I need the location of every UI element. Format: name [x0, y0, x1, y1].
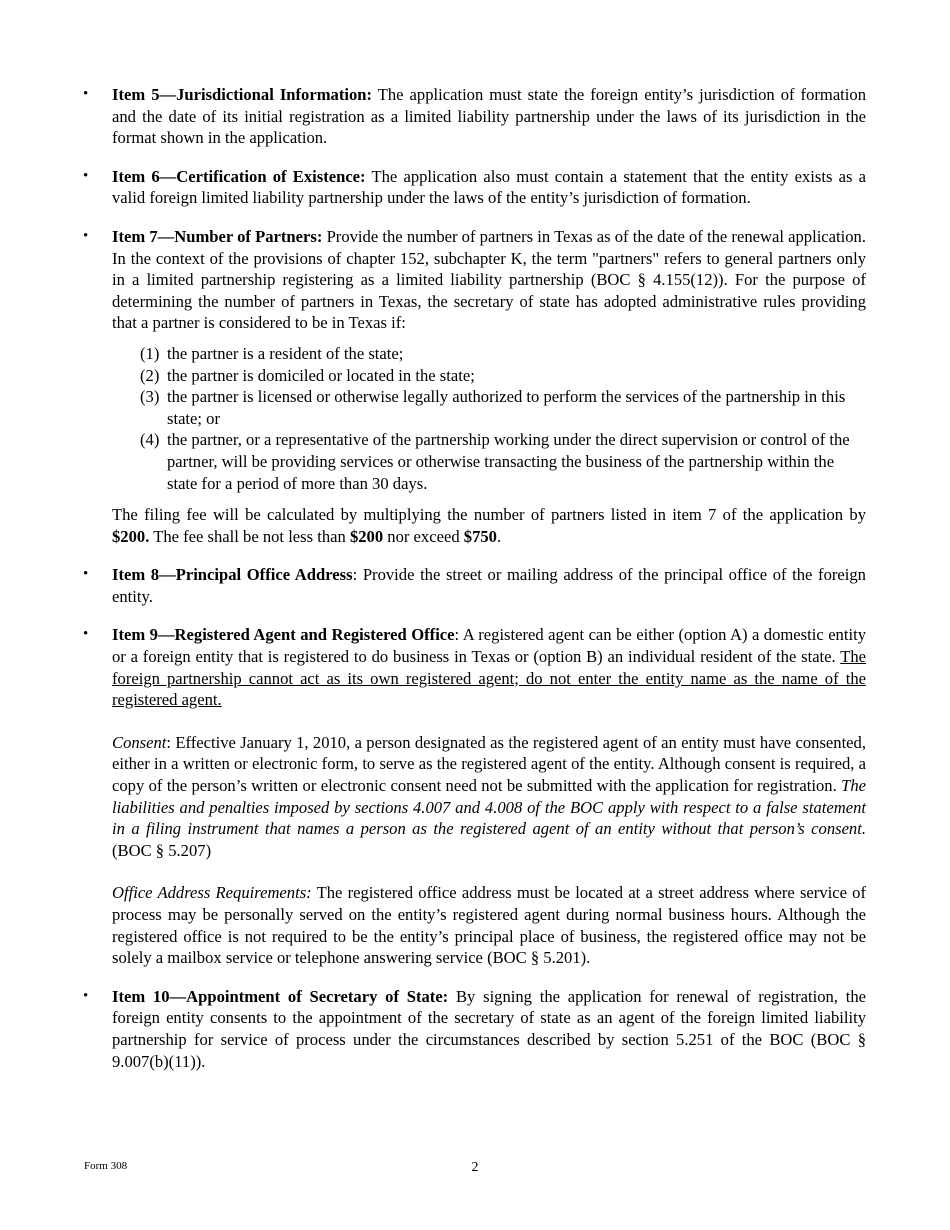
- bullet-icon: •: [83, 227, 89, 244]
- condition-text: the partner is a resident of the state;: [167, 343, 404, 363]
- item-10-text: By signing the application for renewal of registration, the foreign entity consents to the appointment of the secretary of state as an agent of the foreign limited liability partnership for service of process under the circumstances described by section 5.251 of the BOC (BOC § 9.007(b)(11)).: [112, 986, 866, 1071]
- item-7-paragraph: [112, 226, 866, 334]
- fee-amount: $200.: [112, 526, 150, 546]
- condition-number: (1): [140, 343, 160, 363]
- item-7-heading: Item 7—Number of Partners:: [112, 226, 323, 246]
- bullet-icon: •: [83, 626, 89, 643]
- item-5-heading: Item 5—Jurisdictional Information:: [112, 85, 373, 104]
- partner-conditions-list: [140, 343, 866, 494]
- item-5-paragraph: [112, 84, 866, 149]
- item-5-text: The application must state the foreign entity’s jurisdiction of formation and the date of its initial registration as a limited liability partnership under the laws of its jurisdiction in the format shown in the application.: [112, 85, 866, 148]
- item-9: [0, 624, 950, 968]
- bullet-icon: •: [83, 987, 89, 1004]
- item-9-paragraph: [112, 624, 866, 710]
- consent-citation: (BOC § 5.207): [112, 840, 212, 860]
- item-10-heading: Item 10—Appointment of Secretary of State:: [112, 986, 449, 1006]
- item-7-text: Provide the number of partners in Texas as of the date of the renewal application. In the context of the provisions of chapter 152, subchapter K, the term "partners" refers to general partners only in a limited partnership registering as a limited liability partnership (BOC § 4.155(12)). For the purpose of determining the number of partners in Texas, the secretary of state has adopted administrative rules providing that a partner is considered to be in Texas if:: [112, 226, 866, 333]
- filing-fee-paragraph: [112, 504, 866, 547]
- condition-item: [140, 365, 866, 387]
- bullet-icon: •: [83, 566, 89, 583]
- bullet-icon: •: [83, 167, 89, 184]
- page-number: 2: [471, 1160, 479, 1175]
- item-6-text: The application also must contain a statement that the entity exists as a valid foreign limited liability partnership under the laws of the entity’s jurisdiction of formation.: [112, 166, 866, 208]
- fee-text: The fee shall be not less than: [149, 526, 350, 546]
- item-7: [0, 226, 950, 547]
- item-10-paragraph: [112, 986, 866, 1072]
- fee-text: .: [496, 526, 502, 546]
- item-9-warning: The foreign partnership cannot act as its own registered agent; do not enter the entity name as the name of the registered agent.: [112, 647, 866, 710]
- item-9-heading: Item 9—Registered Agent and Registered Office: [112, 625, 455, 645]
- item-6-paragraph: [112, 166, 866, 209]
- office-address-label: Office Address Requirements:: [112, 883, 312, 903]
- consent-liabilities: The liabilities and penalties imposed by sections 4.007 and 4.008 of the BOC apply with respect to a false statement in a filing instrument that names a person as the registered agent of an entity without that person’s consent.: [112, 776, 866, 839]
- office-address-paragraph: [112, 882, 866, 968]
- consent-text: : Effective January 1, 2010, a person designated as the registered agent of an entity must have consented, either in a written or electronic form, to serve as the registered agent of the entity. Although consent is required, a copy of the person’s written or electronic consent need not be submitted with the application for registration.: [112, 732, 866, 796]
- form-label: Form 308: [84, 1160, 128, 1172]
- item-5: [0, 84, 950, 149]
- condition-text: the partner is licensed or otherwise legally authorized to perform the services of the partnership in this state; or: [167, 387, 846, 428]
- condition-item: [140, 386, 866, 429]
- fee-text: nor exceed: [383, 526, 464, 546]
- condition-item: [140, 429, 866, 494]
- item-6-heading: Item 6—Certification of Existence:: [112, 166, 366, 186]
- fee-text: The filing fee will be calculated by multiplying the number of partners listed in item 7 of the application by: [112, 505, 866, 525]
- condition-text: the partner is domiciled or located in the state;: [167, 365, 475, 385]
- office-address-text: The registered office address must be located at a street address where service of process may be personally served on the entity’s registered agent during normal business hours. Although the registered office is not required to be the entity’s principal place of business, the registered office may not be solely a mailbox service or telephone answering service (BOC § 5.201).: [112, 883, 866, 968]
- bullet-icon: •: [83, 86, 89, 102]
- item-9-text: : A registered agent can be either (option A) a domestic entity or a foreign entity that is registered to do business in Texas or (option B) an individual resident of the state.: [112, 625, 866, 667]
- document-page: [0, 84, 950, 1089]
- item-8: [0, 564, 950, 607]
- condition-number: (4): [140, 430, 160, 450]
- consent-paragraph: [112, 732, 866, 862]
- item-8-text: : Provide the street or mailing address of the principal office of the foreign entity.: [112, 565, 866, 606]
- consent-label: Consent: [112, 732, 167, 752]
- item-6: [0, 166, 950, 209]
- item-8-heading: Item 8—Principal Office Address: [112, 565, 353, 585]
- condition-text: the partner, or a representative of the partnership working under the direct supervision or control of the partner, will be providing services or otherwise transacting the business of the partnership within the state for a period of more than 30 days.: [167, 430, 850, 493]
- fee-minimum: $200: [349, 526, 384, 546]
- item-8-paragraph: [112, 564, 866, 607]
- condition-item: [140, 343, 866, 365]
- fee-maximum: $750: [463, 526, 497, 546]
- item-10: [0, 986, 950, 1072]
- condition-number: (3): [140, 387, 160, 407]
- condition-number: (2): [140, 365, 160, 385]
